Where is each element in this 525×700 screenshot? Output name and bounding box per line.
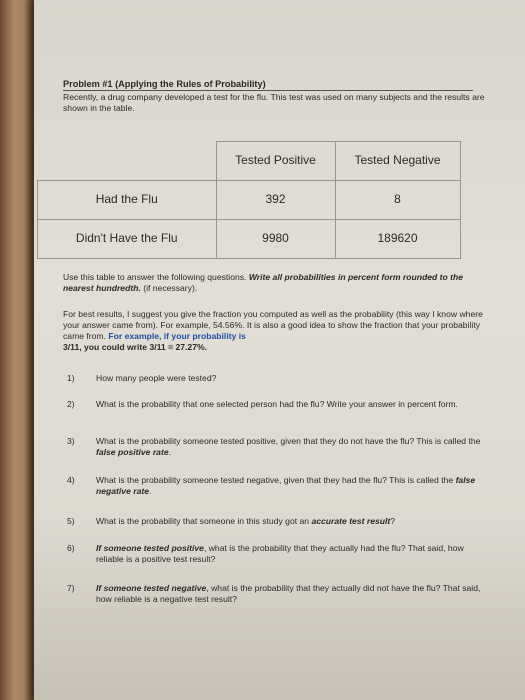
question-text-wrap [96, 583, 491, 605]
question-end: . [168, 447, 171, 457]
cell-had-flu-positive: 392 [216, 180, 335, 219]
problem-title: Problem #1 (Applying the Rules of Probability) [63, 79, 473, 91]
tip-highlight: For example, if your probability is [108, 331, 246, 341]
question-text-wrap [96, 436, 491, 458]
flu-test-table [37, 141, 461, 259]
question-number: 4) [67, 475, 75, 485]
question-end: . [149, 486, 152, 496]
table-row [38, 219, 461, 258]
cell-had-flu-negative: 8 [335, 180, 460, 219]
instructions-paragraph [63, 272, 493, 294]
cell-no-flu-positive: 9980 [216, 219, 335, 258]
question-text: What is the probability someone tested positive, given that they do not have the flu? This is called the [96, 436, 481, 446]
question-number: 2) [67, 399, 75, 409]
row-label-no-flu: Didn't Have the Flu [38, 219, 217, 258]
question-term: If someone tested positive [96, 543, 204, 553]
question-text-wrap [96, 475, 491, 497]
question-number: 6) [67, 543, 75, 553]
instructions-tail: (if necessary). [140, 283, 198, 293]
instructions-emphasis: Write all probabilities in percent form rounded to the nearest hundredth. [63, 272, 464, 293]
col-header-tested-negative: Tested Negative [335, 142, 460, 181]
cell-no-flu-negative: 189620 [335, 219, 460, 258]
question-text: What is the probability that one selected person had the flu? Write your answer in percent form. [96, 399, 458, 409]
question-text: How many people were tested? [96, 373, 217, 383]
row-label-had-flu: Had the Flu [38, 180, 217, 219]
table-row [38, 180, 461, 219]
table-header-row [38, 142, 461, 181]
question-number: 3) [67, 436, 75, 446]
worksheet-page [34, 0, 525, 700]
question-term: If someone tested negative [96, 583, 207, 593]
question-term: accurate test result [311, 516, 391, 526]
question-text-wrap [96, 516, 491, 527]
question-term: false positive rate [96, 447, 169, 457]
question-number: 5) [67, 516, 75, 526]
table-corner-cell [38, 142, 217, 181]
question-end: ? [390, 516, 396, 526]
tip-example: 3/11, you could write 3/11 = 27.27%. [63, 342, 208, 352]
question-term: false negative rate [96, 475, 476, 496]
tip-paragraph [63, 309, 498, 353]
problem-intro: Recently, a drug company developed a test for the flu. This test was used on many subjects and the results are shown in the table. [63, 92, 485, 113]
question-text: What is the probability that someone in this study got an [96, 516, 312, 526]
question-text: , what is the probability that they actually had the flu? That said, how reliable is a positive test result? [96, 543, 464, 564]
question-text: What is the probability someone tested negative, given that they had the flu? This is called the [96, 475, 456, 485]
instructions-text: Use this table to answer the following questions. [63, 272, 249, 282]
question-number: 1) [67, 373, 75, 383]
worksheet-content [63, 79, 503, 604]
question-text-wrap [96, 543, 491, 565]
question-text: , what is the probability that they actually did not have the flu? That said, how reliable is a negative test result? [96, 583, 481, 604]
question-number: 7) [67, 583, 75, 593]
tip-text: For best results, I suggest you give the fraction you computed as well as the probability (this way I know where your answer came from). For example, 54.56%. It is also a good idea to show the fraction that your probability came from. [63, 309, 483, 341]
col-header-tested-positive: Tested Positive [216, 142, 335, 181]
